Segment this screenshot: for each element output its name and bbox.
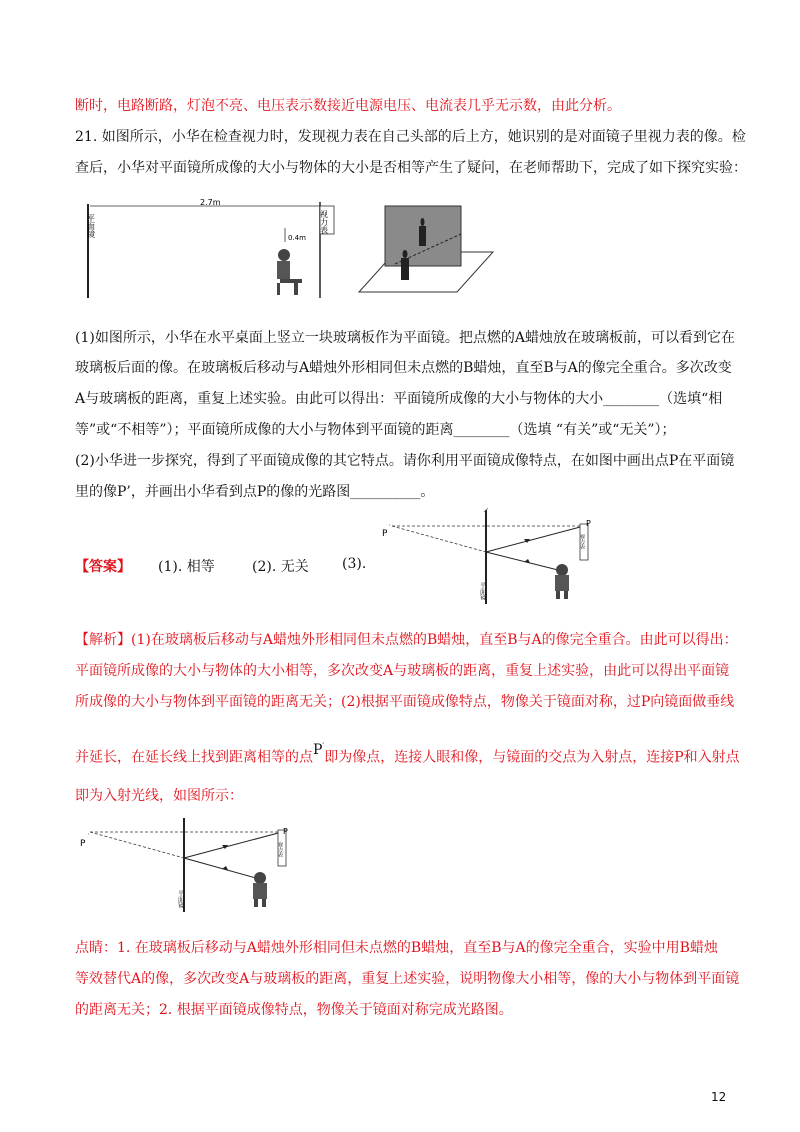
eye-test-figure <box>80 198 340 306</box>
answer-item-1: (1). 相等 <box>158 559 215 575</box>
q21-part1-line3: A与玻璃板的距离，重复上述实验。由此可以得出：平面镜所成像的大小与物体的大小________（选填“相 <box>75 391 723 407</box>
p-prime-mark: ′ <box>88 833 90 840</box>
reflected-ray <box>184 858 256 878</box>
q21-part1-line1: (1)如图所示，小华在水平桌面上竖立一块玻璃板作为平面镜。把点燃的A蜡烛放在玻璃板前，可以看到它在 <box>75 330 735 346</box>
answer-ray-diagram <box>380 508 600 608</box>
analysis-line5: 即为入射光线，如图所示： <box>75 788 243 804</box>
answer-item-2: (2). 无关 <box>252 559 309 575</box>
top-continuation-text: 断时，电路断路，灯泡不亮、电压表示数接近电源电压、电流表几乎无示数，由此分析。 <box>75 98 621 114</box>
q21-line2: 查后，小华对平面镜所成像的大小与物体的大小是否相等产生了疑问，在老师帮助下，完成了如下探究实验： <box>75 160 747 176</box>
mirror-label: 平面镜 <box>176 890 184 908</box>
candle-experiment-figure <box>355 200 495 296</box>
reflected-ray <box>486 552 558 570</box>
p-prime-mark: ′ <box>389 524 391 531</box>
q21-part2-line2: 里的像P’，并画出小华看到点P的像的光路图__________。 <box>75 484 435 500</box>
analysis-line1: 【解析】(1)在玻璃板后移动与A蜡烛外形相同但未点燃的B蜡烛，直至B与A的像完全重合。由此可以得出： <box>75 632 738 648</box>
virtual-ray <box>90 832 184 858</box>
p-prime-symbol: P′ <box>313 741 325 758</box>
incident-ray <box>184 832 282 858</box>
page-number: 12 <box>711 1090 727 1104</box>
girl-icon <box>555 564 569 599</box>
mirror-label: 平面镜 <box>86 214 96 238</box>
q21-line1: 21. 如图所示，小华在检查视力时，发现视力表在自己头部的后上方，她识别的是对面镜子里视力表的像。检 <box>75 129 746 145</box>
virtual-ray <box>392 526 486 552</box>
incident-ray <box>486 526 584 552</box>
tip-line1: 点睛：1. 在玻璃板后移动与A蜡烛外形相同但未点燃的B蜡烛，直至B与A的像完全重合，实验中用B蜡烛 <box>75 940 718 956</box>
distance-label: 2.7m <box>200 198 221 207</box>
analysis-line3: 所成像的大小与物体到平面镜的距离无关；(2)根据平面镜成像特点，物像关于镜面对称，过P向镜面做垂线 <box>75 694 735 710</box>
offset-label: 0.4m <box>288 234 306 242</box>
p-label: P <box>283 827 288 836</box>
p-label: P <box>586 519 591 528</box>
q21-part1-line4: 等”或“不相等”）；平面镜所成像的大小与物体到平面镜的距离________（选填 “有关”或“无关”）； <box>75 422 676 438</box>
tip-line2: 等效替代A的像，多次改变A与玻璃板的距离，重复上述实验，说明物像大小相等，像的大小与物体到平面镜 <box>75 971 740 987</box>
q21-part1-line2: 玻璃板后面的像。在玻璃板后移动与A蜡烛外形相同但未点燃的B蜡烛，直至B与A的像完全重合。多次改变 <box>75 360 732 376</box>
girl-icon <box>253 872 267 907</box>
answer-tag: 【答案】 <box>75 559 131 575</box>
seated-girl-icon <box>277 249 302 295</box>
answer-item-3: (3). <box>342 556 367 572</box>
analysis-line4 <box>75 741 740 768</box>
tip-line3: 的距离无关；2. 根据平面镜成像特点，物像关于镜面对称完成光路图。 <box>75 1002 513 1018</box>
p-prime-label: P <box>382 529 388 539</box>
analysis-line2: 平面镜所成像的大小与物体的大小相等，多次改变A与玻璃板的距离，重复上述实验，由此可以得出平面镜 <box>75 663 730 679</box>
chart-label: 视力表 <box>579 534 585 549</box>
p-prime-label: P <box>80 839 86 849</box>
chart-label: 视力表 <box>319 210 329 234</box>
analysis-line4b: 即为像点，连接人眼和像，与镜面的交点为入射点，连接P和入射点 <box>324 749 740 766</box>
q21-part2-line1: (2)小华进一步探究，得到了平面镜成像的其它特点。请你利用平面镜成像特点，在如图中画出点P在平面镜 <box>75 453 735 469</box>
mirror-label: 平面镜 <box>478 582 486 600</box>
analysis-line4a: 并延长，在延长线上找到距离相等的点 <box>75 749 313 766</box>
chart-label: 视力表 <box>277 842 283 857</box>
analysis-ray-diagram <box>76 816 296 916</box>
